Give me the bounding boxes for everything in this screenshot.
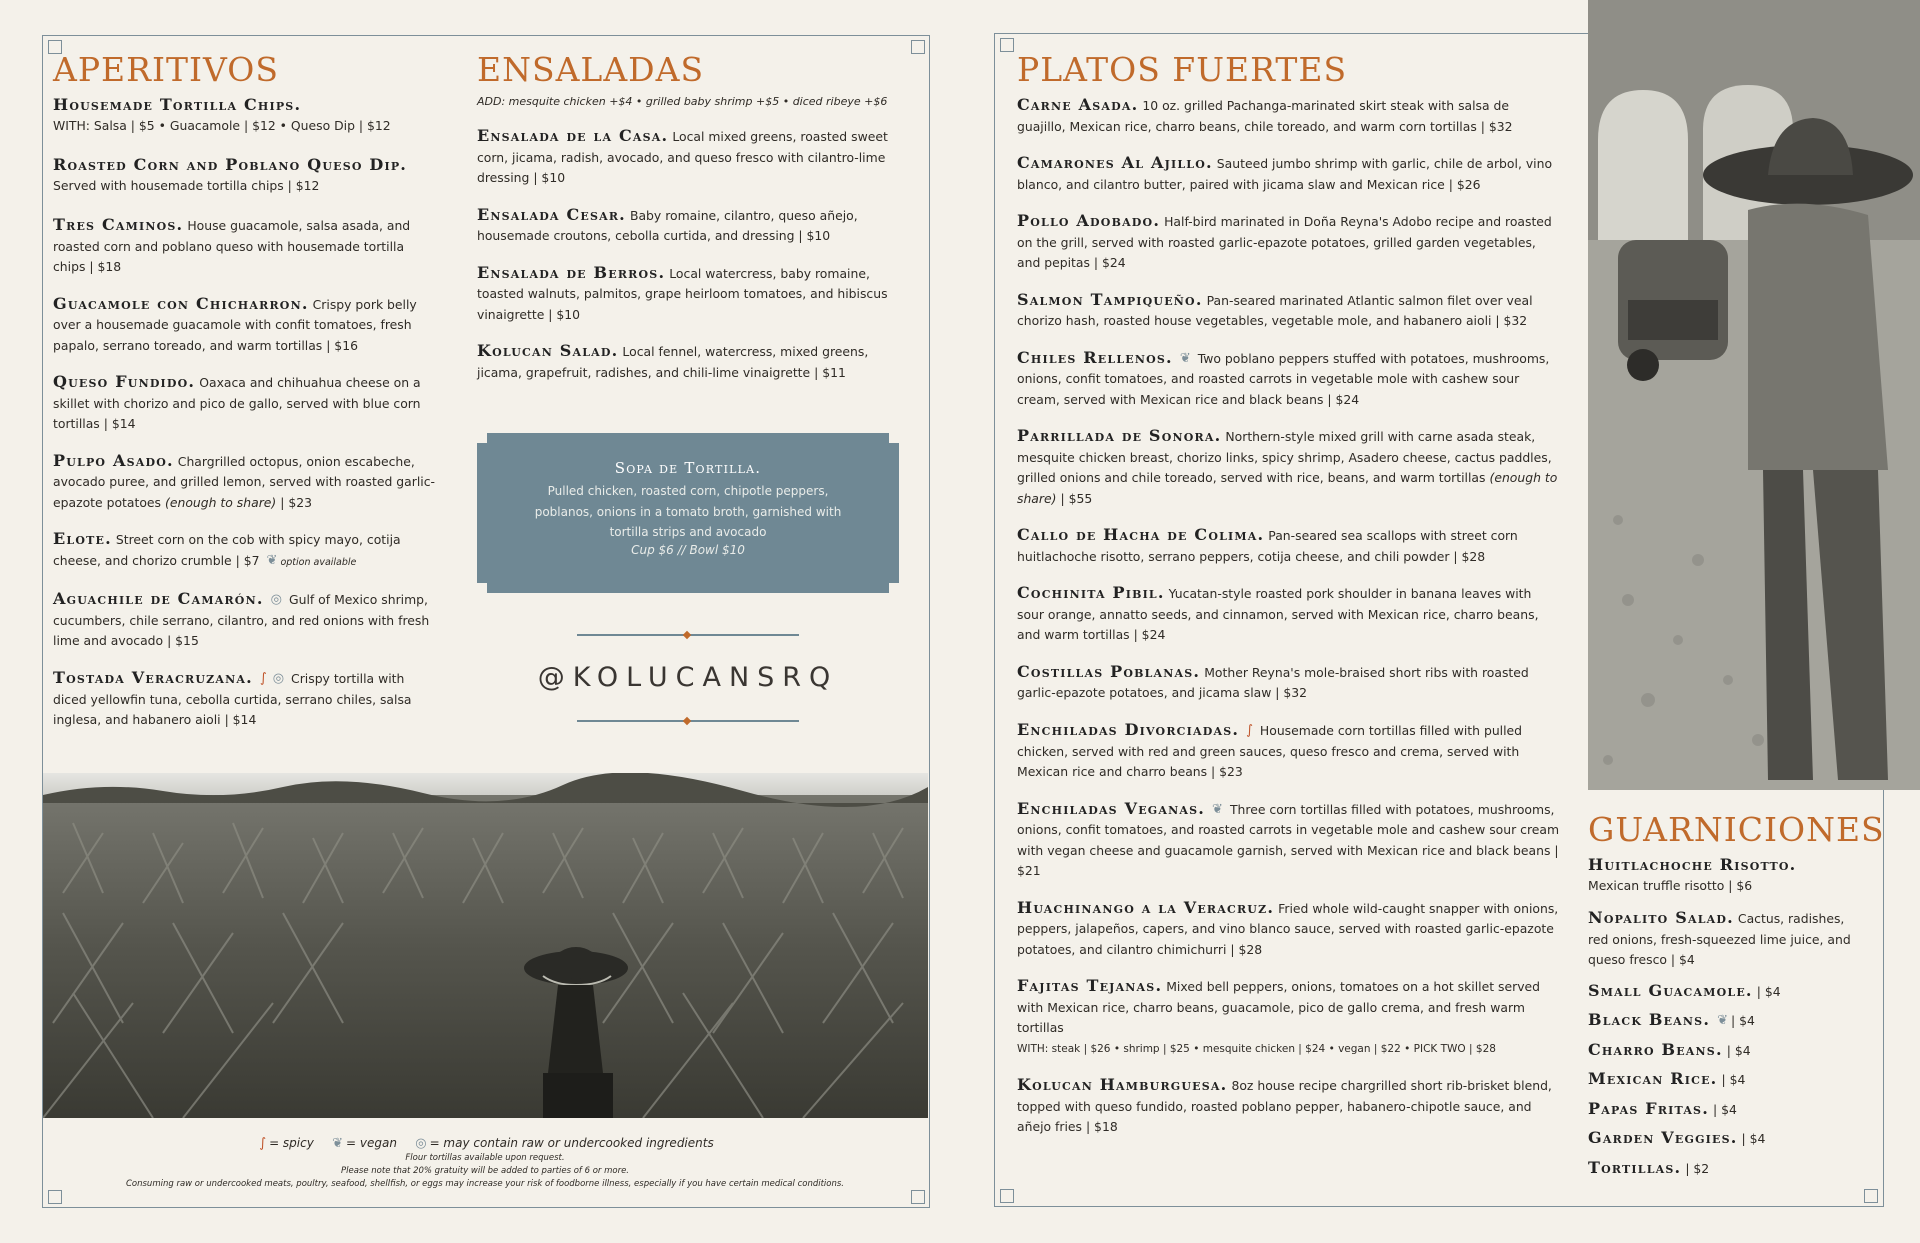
menu-item: Ensalada de la Casa. Local mixed greens, roasted sweet corn, jicama, radish, avocado, and queso fresco with cilantro-lime dressing | $10 xyxy=(477,126,888,185)
spicy-icon: ∫ xyxy=(259,671,267,686)
soup-notch xyxy=(889,433,899,443)
menu-item: Pulpo Asado. Chargrilled octopus, onion escabeche, avocado puree, and grilled lemon, served with roasted garlic-epazote potatoes (enough to share) | $23 xyxy=(53,450,435,510)
menu-item: Camarones Al Ajillo. Sauteed jumbo shrimp with garlic, chile de arbol, vino blanco, and cilantro butter, paired with jicama slaw and Mexican rice | $26 xyxy=(1017,153,1553,192)
menu-item: Enchiladas Veganas. ❦ Three corn tortillas filled with potatoes, mushrooms, onions, confit tomatoes, and roasted carrots in vegetable mole and cashew sour cream with vegan cheese and guacamole garnish, served with Mexican rice and black beans | $21 xyxy=(1017,798,1560,879)
soup-price: Cup $6 // Bowl $10 xyxy=(631,542,745,557)
menu-item: Huachinango a la Veracruz. Fried whole wild-caught snapper with onions, peppers, jalapeños, capers, and vino blanco sauce, served with roasted garlic-epazote potatoes, and cilantro chimichurri | $28 xyxy=(1017,897,1559,957)
ensaladas-section xyxy=(477,50,907,399)
vintage-street-photo xyxy=(1588,0,1920,790)
aperitivos-section xyxy=(53,50,436,747)
platos-fuertes-section xyxy=(1017,50,1560,1154)
menu-item: Fajitas Tejanas. Mixed bell peppers, onions, tomatoes on a hot skillet served with Mexican rice, charro beans, guacamole, pico de gallo crema, and fresh warm tortillas WITH: steak | $26 • shrimp | $25 • mesquite chicken | $24 • vegan | $22 • PICK TWO | $28 xyxy=(1017,976,1560,1059)
menu-item: Parrillada de Sonora. Northern-style mixed grill with carne asada steak, mesquite chicken breast, chorizo links, spicy shrimp, Asadero cheese, cactus paddles, grilled onions and chile toreado, served with rice, beans, and warm tortillas (enough to share) | $55 xyxy=(1017,426,1558,506)
menu-item: Enchiladas Divorciadas. ∫ Housemade corn tortillas filled with pulled chicken, served with red and green sauces, queso fresco and crema, served with Mexican rice and charro beans | $23 xyxy=(1017,719,1523,779)
corner-ornament xyxy=(911,40,925,54)
soup-feature-box xyxy=(477,433,899,593)
raw-icon: ◎ xyxy=(270,592,282,608)
menu-item: Roasted Corn and Poblano Queso Dip. Served with housemade tortilla chips | $12 xyxy=(53,155,408,193)
legend: ∫ = spicy ❦ = vegan ◎ = may contain raw or undercooked ingredients Flour tortillas available upon request. Please note that 20% gratuity will be added to parties of 6 or more. Consuming raw or undercooked meats, poultry, seafood, shellfish, or eggs may increase your risk of foodborne illness, especially if you have certain medical conditions. xyxy=(42,1136,928,1189)
corner-ornament xyxy=(1000,1189,1014,1203)
menu-item: Charro Beans. | $4 xyxy=(1588,1039,1751,1059)
menu-item: Kolucan Salad. Local fennel, watercress, mixed greens, jicama, grapefruit, radishes, and chili-lime vinaigrette | $11 xyxy=(477,341,869,380)
menu-item: Mexican Rice. | $4 xyxy=(1588,1069,1746,1089)
fajita-options: WITH: steak | $26 • shrimp | $25 • mesquite chicken | $24 • vegan | $22 • PICK TWO | $28 xyxy=(1017,1042,1496,1055)
menu-item: Ensalada Cesar. Baby romaine, cilantro, queso añejo, housemade croutons, cebolla curtida, and dressing | $10 xyxy=(477,204,858,243)
corner-ornament xyxy=(1864,1189,1878,1203)
soup-notch xyxy=(889,583,899,593)
vegan-icon: ❦ xyxy=(1212,801,1223,817)
menu-item: Guacamole con Chicharron. Crispy pork belly over a housemade guacamole with confit tomatoes, fresh papalo, serrano toreado, and warm tortillas | $16 xyxy=(53,293,417,353)
social-handle: @KOLUCANSRQ xyxy=(537,662,839,693)
guarniciones-title: GUARNICIONES xyxy=(1588,810,1885,849)
corner-ornament xyxy=(48,1190,62,1204)
spicy-icon: ∫ xyxy=(259,1136,267,1151)
menu-item: Callo de Hacha de Colima. Pan-seared sea scallops with street corn huitlachoche risotto, serrano peppers, cotija cheese, and chili powder | $28 xyxy=(1017,525,1518,564)
menu-item: Ensalada de Berros. Local watercress, baby romaine, toasted walnuts, palmitos, grape heirloom tomatoes, and hibiscus vinaigrette | $10 xyxy=(477,262,888,322)
menu-item: Huitlachoche Risotto. Mexican truffle risotto | $6 xyxy=(1588,855,1797,893)
vintage-street-illustration xyxy=(1588,0,1920,790)
soup-notch xyxy=(477,583,487,593)
raw-icon: ◎ xyxy=(272,671,285,686)
menu-item: Kolucan Hamburguesa. 8oz house recipe chargrilled short rib-brisket blend, topped with queso fundido, roasted poblano pepper, habanero-chipotle sauce, and añejo fries | $18 xyxy=(1017,1075,1552,1135)
menu-item: Housemade Tortilla Chips. WITH: Salsa | $5 • Guacamole | $12 • Queso Dip | $12 xyxy=(53,95,391,133)
menu-item: Costillas Poblanas. Mother Reyna's mole-braised short ribs with roasted garlic-epazote potatoes, and jicama slaw | $32 xyxy=(1017,661,1529,701)
salad-addons: ADD: mesquite chicken +$4 • grilled baby shrimp +$5 • diced ribeye +$6 xyxy=(477,95,888,108)
menu-item: Queso Fundido. Oaxaca and chihuahua cheese on a skillet with chorizo and pico de gallo, served with blue corn tortillas | $14 xyxy=(53,372,421,431)
flour-note: Flour tortillas available upon request. xyxy=(405,1153,565,1163)
menu-item: Tortillas. | $2 xyxy=(1588,1157,1710,1177)
vegan-icon: ❦ xyxy=(332,1136,344,1151)
menu-item: Pollo Adobado. Half-bird marinated in Doña Reyna's Adobo recipe and roasted on the grill, served with roasted garlic-epazote potatoes, grilled garden vegetables, and pepitas | $24 xyxy=(1017,211,1552,270)
spicy-icon: ∫ xyxy=(1246,723,1253,738)
menu-item: Chiles Rellenos. ❦ Two poblano peppers stuffed with potatoes, mushrooms, onions, confit tomatoes, and roasted carrots in vegetable mole with cashew sour cream, served with Mexican rice and black beans | $24 xyxy=(1017,347,1550,407)
soup-description: Pulled chicken, roasted corn, chipotle peppers, poblanos, onions in a tomato broth, garnished with tortilla strips and avocado xyxy=(534,484,842,539)
raw-icon: ◎ xyxy=(415,1136,427,1151)
menu-item: Black Beans. ❦ | $4 xyxy=(1588,1010,1868,1032)
ensaladas-title: ENSALADAS xyxy=(477,50,705,89)
menu-item: Cochinita Pibil. Yucatan-style roasted pork shoulder in banana leaves with sour orange, annatto seeds, and cinnamon, served with Mexican rice, charro beans, and warm tortillas | $24 xyxy=(1017,583,1539,643)
menu-item: Elote. Street corn on the cob with spicy mayo, cotija cheese, and chorizo crumble | $7 ❦ option available xyxy=(53,529,436,573)
soup-title: Sopa de Tortilla. xyxy=(614,459,762,477)
menu-item: Papas Fritas. | $4 xyxy=(1588,1098,1737,1118)
guarniciones-section xyxy=(1588,810,1885,1187)
vegan-icon: ❦ xyxy=(1179,350,1191,366)
menu-item: Carne Asada. 10 oz. grilled Pachanga-marinated skirt steak with salsa de guajillo, Mexican rice, charro beans, chile toreado, and warm corn tortillas | $32 xyxy=(1017,95,1513,134)
vegan-icon: ❦ xyxy=(266,552,278,568)
menu-item: Small Guacamole. | $4 xyxy=(1588,980,1781,1000)
menu-item: Tostada Veracruzana. ∫ ◎ Crispy tortilla with diced yellowfin tuna, cebolla curtida, serrano chiles, salsa inglesa, and habanero aioli | $14 xyxy=(53,667,412,727)
agave-field-illustration xyxy=(43,773,928,1118)
soup-notch xyxy=(477,433,487,443)
corner-ornament xyxy=(1000,38,1014,52)
menu-item: Salmon Tampiqueño. Pan-seared marinated Atlantic salmon filet over veal chorizo hash, roasted house vegetables, vegetable mole, and habanero aioli | $32 xyxy=(1017,289,1533,328)
aperitivos-title: APERITIVOS xyxy=(53,50,279,89)
agave-field-photo xyxy=(43,773,928,1118)
vegan-icon: ❦ xyxy=(1717,1013,1729,1029)
menu-item: Nopalito Salad. Cactus, radishes, red onions, fresh-squeezed lime juice, and queso fresco | $4 xyxy=(1588,908,1851,967)
gratuity-note: Please note that 20% gratuity will be added to parties of 6 or more. xyxy=(340,1166,630,1176)
menu-item: Tres Caminos. House guacamole, salsa asada, and roasted corn and poblano queso with housemade tortilla chips | $18 xyxy=(53,215,411,274)
platos-title: PLATOS FUERTES xyxy=(1017,50,1348,89)
menu-item: Garden Veggies. | $4 xyxy=(1588,1128,1766,1148)
corner-ornament xyxy=(911,1190,925,1204)
health-warning: Consuming raw or undercooked meats, poultry, seafood, shellfish, or eggs may increase your risk of foodborne illness, especially if you have certain medical conditions. xyxy=(125,1179,844,1189)
menu-item: Aguachile de Camarón. ◎ Gulf of Mexico shrimp, cucumbers, chile serrano, cilantro, and red onions with fresh lime and avocado | $15 xyxy=(53,589,430,649)
